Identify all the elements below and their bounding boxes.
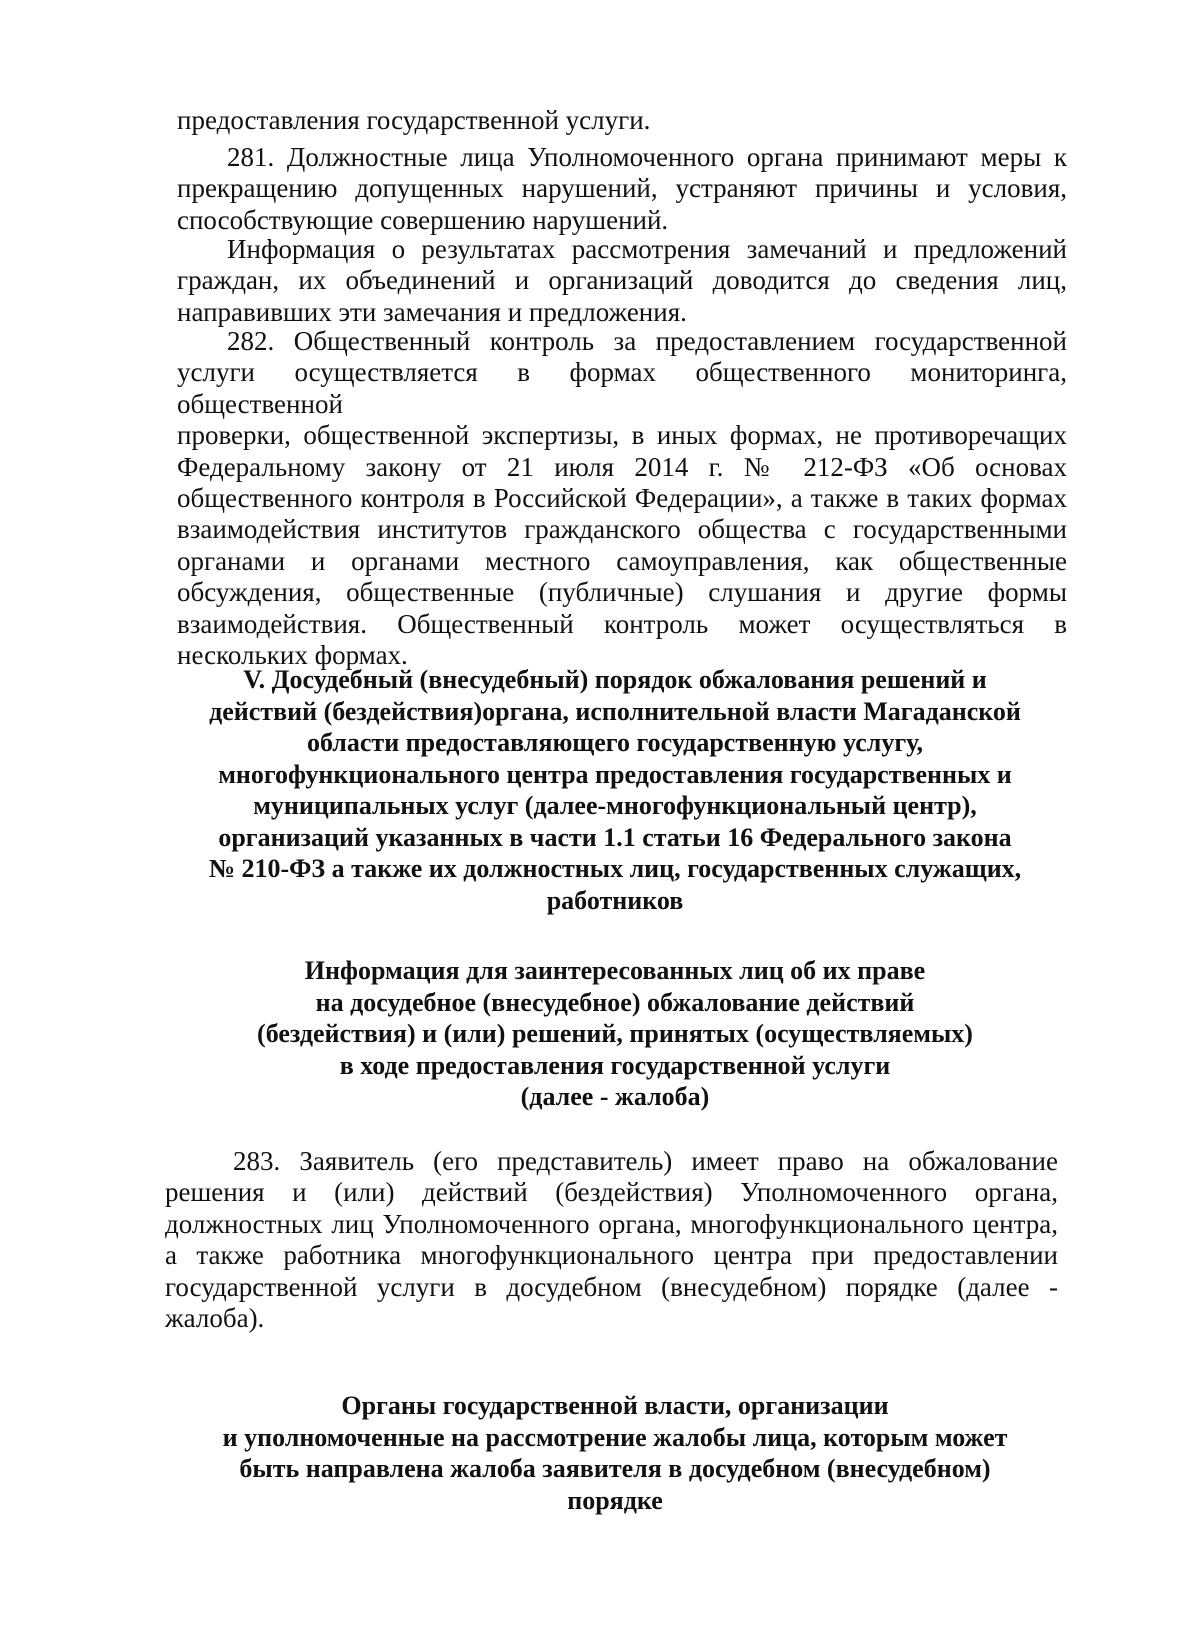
heading-line: V. Досудебный (внесудебный) порядок обжалования решений и	[243, 665, 987, 694]
text-line: а также работника многофункционального центра при предоставлении	[165, 1240, 1058, 1271]
paragraph-info-results	[177, 234, 1067, 328]
heading-line: многофункционального центра предоставления государственных и	[218, 759, 1012, 789]
text-line: способствующие совершению нарушений.	[177, 204, 669, 235]
text-line: взаимодействия. Общественный контроль может осуществляться в	[177, 608, 1067, 639]
heading-line: быть направлена жалоба заявителя в досудебном (внесудебном)	[239, 1454, 991, 1483]
heading-line: на досудебное (внесудебное) обжалование действий	[315, 987, 915, 1017]
heading-line: действий (бездействия)органа, исполнительной власти Магаданской	[209, 696, 1021, 726]
text-line: общественного контроля в Российской Федерации», а также в таких формах	[177, 483, 1067, 514]
text-line: должностных лиц Уполномоченного органа, многофункционального центра,	[165, 1208, 1058, 1239]
paragraph-282	[177, 326, 1067, 671]
heading-line: области предоставляющего государственную услугу,	[306, 728, 924, 757]
heading-line: муниципальных услуг (далее-многофункциональный центр),	[253, 791, 977, 820]
text-line: прекращению допущенных нарушений, устраняют причины и условия,	[177, 173, 1067, 204]
heading-line: Органы государственной власти, организации	[341, 1391, 889, 1420]
text-line: услуги осуществляется в формах общественного мониторинга, общественной	[177, 357, 1067, 419]
text-line: Информация о результатах рассмотрения замечаний и предложений	[227, 234, 1067, 264]
heading-line: в ходе предоставления государственной услуги	[339, 1050, 891, 1080]
text-line: граждан, их объединений и организаций доводится до сведения лиц,	[177, 265, 1067, 296]
text-line: предоставления государственной услуги.	[177, 105, 651, 135]
text-line: Федеральному закону от 21 июля 2014 г. № 212-ФЗ «Об основах	[177, 451, 1067, 482]
heading-line: работников	[546, 885, 684, 915]
heading-line: Информация для заинтересованных лиц об их праве	[304, 956, 926, 985]
heading-line: организаций указанных в части 1.1 статьи 16 Федерального закона	[218, 822, 1012, 852]
heading-line: (бездействия) и (или) решений, принятых (осуществляемых)	[257, 1019, 973, 1048]
text-line: взаимодействия институтов гражданского общества с государственными	[177, 514, 1067, 545]
paragraph-283	[165, 1146, 1058, 1334]
text-line: решения и (или) действий (бездействия) Уполномоченного органа,	[165, 1177, 1058, 1208]
text-line: 281. Должностные лица Уполномоченного органа принимают меры к	[227, 142, 1067, 172]
section-v-heading	[160, 664, 1070, 916]
text-line: проверки, общественной экспертизы, в иных формах, не противоречащих	[177, 420, 1067, 451]
paragraph-281	[177, 142, 1067, 236]
text-line: нескольких формах.	[177, 640, 408, 671]
info-heading	[160, 955, 1070, 1113]
text-line: 283. Заявитель (его представитель) имеет право на обжалование	[233, 1146, 1058, 1176]
heading-line: № 210-ФЗ а также их должностных лиц, государственных служащих,	[208, 854, 1022, 883]
text-line: государственной услуги в досудебном (внесудебном) порядке (далее -	[165, 1271, 1058, 1302]
text-line: 282. Общественный контроль за предоставлением государственной	[227, 326, 1067, 356]
heading-line: и уполномоченные на рассмотрение жалобы лица, которым может	[222, 1422, 1008, 1452]
continuation-line	[177, 105, 977, 136]
text-line: обсуждения, общественные (публичные) слушания и другие формы	[177, 577, 1067, 608]
text-line: направивших эти замечания и предложения.	[177, 296, 687, 327]
text-line: органами и органами местного самоуправления, как общественные	[177, 545, 1067, 576]
heading-line: порядке	[567, 1485, 663, 1515]
text-line: жалоба).	[165, 1303, 265, 1334]
heading-line: (далее - жалоба)	[520, 1082, 710, 1111]
organs-heading	[155, 1390, 1075, 1516]
